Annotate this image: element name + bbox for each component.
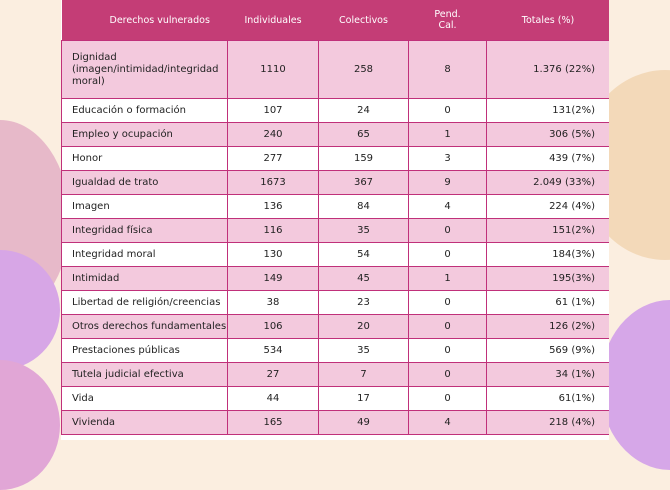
cell-derecho: Vida bbox=[62, 387, 228, 411]
cell-individuales: 240 bbox=[228, 123, 319, 147]
table-row bbox=[62, 315, 610, 339]
cell-derecho: Prestaciones públicas bbox=[62, 339, 228, 363]
cell-pendientes: 0 bbox=[409, 363, 487, 387]
cell-derecho: Otros derechos fundamentales bbox=[62, 315, 228, 339]
cell-derecho: Honor bbox=[62, 147, 228, 171]
cell-colectivos: 35 bbox=[319, 339, 409, 363]
table-row bbox=[62, 171, 610, 195]
table-row bbox=[62, 291, 610, 315]
table-row bbox=[62, 387, 610, 411]
cell-derecho bbox=[62, 41, 228, 99]
table-row bbox=[62, 339, 610, 363]
cell-colectivos: 54 bbox=[319, 243, 409, 267]
cell-totales: 1.376 (22%) bbox=[487, 41, 610, 99]
header-derechos: Derechos vulnerados bbox=[62, 0, 228, 41]
cell-colectivos: 17 bbox=[319, 387, 409, 411]
cell-colectivos: 258 bbox=[319, 41, 409, 99]
cell-colectivos: 49 bbox=[319, 411, 409, 435]
cell-individuales: 1110 bbox=[228, 41, 319, 99]
rights-table bbox=[61, 0, 609, 435]
cell-colectivos: 7 bbox=[319, 363, 409, 387]
cell-colectivos: 23 bbox=[319, 291, 409, 315]
cell-colectivos: 24 bbox=[319, 99, 409, 123]
rights-table-card bbox=[61, 0, 609, 440]
cell-pendientes: 0 bbox=[409, 387, 487, 411]
cell-pendientes: 0 bbox=[409, 219, 487, 243]
header-totales: Totales (%) bbox=[487, 0, 610, 41]
table-row bbox=[62, 195, 610, 219]
cell-individuales: 27 bbox=[228, 363, 319, 387]
cell-derecho: Integridad física bbox=[62, 219, 228, 243]
cell-colectivos: 35 bbox=[319, 219, 409, 243]
cell-totales: 224 (4%) bbox=[487, 195, 610, 219]
header-pend-line2: Cal. bbox=[438, 20, 457, 31]
cell-individuales: 38 bbox=[228, 291, 319, 315]
cell-colectivos: 65 bbox=[319, 123, 409, 147]
header-colectivos: Colectivos bbox=[319, 0, 409, 41]
table-row bbox=[62, 147, 610, 171]
table-row bbox=[62, 219, 610, 243]
cell-pendientes: 0 bbox=[409, 243, 487, 267]
cell-pendientes: 4 bbox=[409, 195, 487, 219]
cell-derecho: Educación o formación bbox=[62, 99, 228, 123]
cell-pendientes: 0 bbox=[409, 99, 487, 123]
cell-colectivos: 45 bbox=[319, 267, 409, 291]
cell-individuales: 44 bbox=[228, 387, 319, 411]
cell-derecho: Tutela judicial efectiva bbox=[62, 363, 228, 387]
cell-totales: 61(1%) bbox=[487, 387, 610, 411]
table-row bbox=[62, 411, 610, 435]
table-row bbox=[62, 41, 610, 99]
cell-colectivos: 84 bbox=[319, 195, 409, 219]
cell-individuales: 534 bbox=[228, 339, 319, 363]
header-individuales: Individuales bbox=[228, 0, 319, 41]
cell-individuales: 277 bbox=[228, 147, 319, 171]
header-pendientes bbox=[409, 0, 487, 41]
cell-derecho: Imagen bbox=[62, 195, 228, 219]
cell-totales: 151(2%) bbox=[487, 219, 610, 243]
cell-pendientes: 4 bbox=[409, 411, 487, 435]
cell-totales: 34 (1%) bbox=[487, 363, 610, 387]
cell-colectivos: 20 bbox=[319, 315, 409, 339]
cell-totales: 218 (4%) bbox=[487, 411, 610, 435]
cell-derecho-text: Dignidad (imagen/intimidad/integridad moral) bbox=[72, 51, 219, 87]
cell-totales: 131(2%) bbox=[487, 99, 610, 123]
cell-individuales: 136 bbox=[228, 195, 319, 219]
table-header bbox=[62, 0, 610, 41]
cell-pendientes: 0 bbox=[409, 339, 487, 363]
cell-derecho: Integridad moral bbox=[62, 243, 228, 267]
table-row bbox=[62, 243, 610, 267]
cell-individuales: 1673 bbox=[228, 171, 319, 195]
cell-pendientes: 9 bbox=[409, 171, 487, 195]
cell-pendientes: 3 bbox=[409, 147, 487, 171]
table-row bbox=[62, 267, 610, 291]
cell-totales: 439 (7%) bbox=[487, 147, 610, 171]
cell-colectivos: 159 bbox=[319, 147, 409, 171]
cell-individuales: 149 bbox=[228, 267, 319, 291]
cell-totales: 195(3%) bbox=[487, 267, 610, 291]
cell-pendientes: 8 bbox=[409, 41, 487, 99]
cell-colectivos: 367 bbox=[319, 171, 409, 195]
cell-pendientes: 1 bbox=[409, 267, 487, 291]
cell-totales: 306 (5%) bbox=[487, 123, 610, 147]
table-body bbox=[62, 41, 610, 435]
table-row bbox=[62, 99, 610, 123]
cell-individuales: 130 bbox=[228, 243, 319, 267]
table-row bbox=[62, 123, 610, 147]
cell-pendientes: 0 bbox=[409, 291, 487, 315]
cell-individuales: 107 bbox=[228, 99, 319, 123]
cell-totales: 2.049 (33%) bbox=[487, 171, 610, 195]
cell-individuales: 165 bbox=[228, 411, 319, 435]
cell-derecho: Vivienda bbox=[62, 411, 228, 435]
cell-derecho: Igualdad de trato bbox=[62, 171, 228, 195]
cell-totales: 126 (2%) bbox=[487, 315, 610, 339]
cell-individuales: 116 bbox=[228, 219, 319, 243]
decorative-blob-left-bottom bbox=[0, 360, 60, 490]
cell-totales: 61 (1%) bbox=[487, 291, 610, 315]
cell-pendientes: 1 bbox=[409, 123, 487, 147]
cell-individuales: 106 bbox=[228, 315, 319, 339]
cell-totales: 569 (9%) bbox=[487, 339, 610, 363]
header-pend-line1: Pend. bbox=[434, 9, 461, 20]
cell-totales: 184(3%) bbox=[487, 243, 610, 267]
cell-derecho: Empleo y ocupación bbox=[62, 123, 228, 147]
header-row bbox=[62, 0, 610, 41]
decorative-blob-right-purple bbox=[600, 300, 670, 470]
cell-derecho: Intimidad bbox=[62, 267, 228, 291]
cell-pendientes: 0 bbox=[409, 315, 487, 339]
table-row bbox=[62, 363, 610, 387]
cell-derecho: Libertad de religión/creencias bbox=[62, 291, 228, 315]
